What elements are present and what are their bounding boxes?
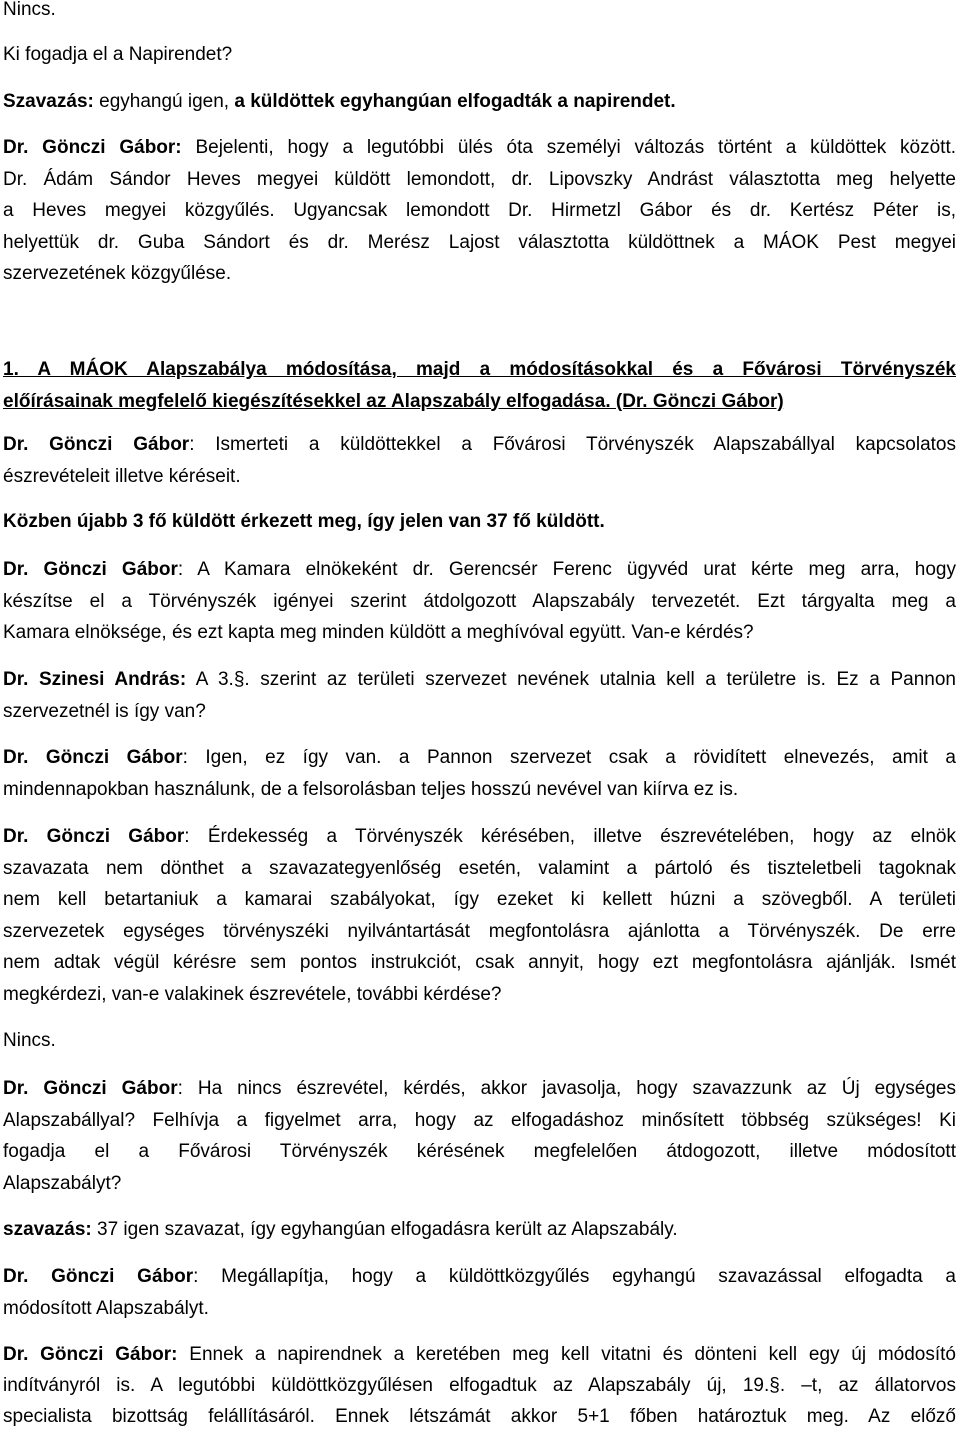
speaker-name: Dr. Gönczi Gábor: [3,137,182,158]
paragraph-line: a Heves megyei közgyűlés. Ugyancsak lemondott Dr. Hirmetzl Gábor és dr. Kertész Péter is, [3,200,956,221]
speaker-name: Dr. Gönczi Gábor [3,826,185,847]
speaker-name: Dr. Gönczi Gábor [3,1078,178,1099]
agenda-item-heading [3,354,956,417]
speaker-name: Dr. Gönczi Gábor [3,1266,194,1287]
paragraph-line: indítványról is. A legutóbbi küldöttközgyűlésen elfogadtuk az Alapszabály új, 19.§. –t, az állatorvos [3,1375,956,1396]
paragraph-line: szervezetének közgyűlése. [3,263,232,284]
chair-statement [3,132,956,290]
paragraph-line: szavazata nem dönthet a szavazategyenlőség esetén, valamint a pártoló és tiszteletbeli tagoknak [3,857,956,879]
paragraph-line [3,1214,956,1246]
heading-line: előírásainak megfelelő kiegészítésekkel az Alapszabály elfogadása. (Dr. Gönczi Gábor) [3,390,784,412]
vote-summary [3,86,956,118]
delegate-question [3,664,956,727]
paragraph-line: szervezetek egységes törvényszéki nyilvántartását megfontolásra ajánlotta a Törvényszék. De erre [3,920,956,942]
chair-statement [3,821,956,1010]
remark-none [3,0,956,20]
statement-text: : Igen, ez így van. a Pannon szervezet csak a rövidített elnevezés, amit a [182,747,956,768]
statement-text: 37 igen szavazat, így egyhangúan elfogadásra került az Alapszabály. [91,1219,678,1240]
vote-label: Szavazás: [3,91,94,112]
speaker-name: Dr. Szinesi András: [3,669,187,690]
paragraph-line [3,742,956,774]
agenda-question [3,39,956,71]
statement-text: A 3.§. szerint az területi szervezet nevének utalnia kell a területre is. Ez a Pannon [186,669,956,690]
statement-text: egyhangú igen, [93,91,235,112]
paragraph-line [3,86,956,118]
speaker-name: Dr. Gönczi Gábor [3,559,178,580]
statement-text: : Ha nincs észrevétel, kérdés, akkor javasolja, hogy szavazzunk az Új egységes [177,1078,956,1099]
paragraph-line: készítse el a Törvényszék igényei szerint átdolgozott Alapszabály tervezetét. Ezt tárgyalta meg a [3,590,956,612]
paragraph-line: Ki fogadja el a Napirendet? [3,44,233,65]
paragraph-line: mindennapokban használunk, de a felsorolásban teljes hosszú nevével van kiírva ez is. [3,778,739,800]
statement-text: Bejelenti, hogy a legutóbbi ülés óta személyi változás történt a küldöttek között. [181,137,956,158]
statement-text: : Megállapítja, hogy a küldöttközgyűlés egyhangú szavazással elfogadta a [193,1266,956,1287]
paragraph-line [3,429,956,461]
paragraph-line: Közben újabb 3 fő küldött érkezett meg, így jelen van 37 fő küldött. [3,511,605,532]
paragraph-line: fogadja el a Fővárosi Törvényszék kérésének megfelelően átdogozott, illetve módosított [3,1141,956,1162]
paragraph-line: nem adtak végül kérésre sem pontos instrukciót, csak annyit, hogy ezt megfontolásra ajánlják. Ismét [3,952,956,973]
chair-statement [3,1339,956,1432]
paragraph-line [3,664,956,696]
speaker-name: Dr. Gönczi Gábor [3,747,183,768]
paragraph-line: Alapszabályt? [3,1172,122,1194]
paragraph-line [3,1339,956,1370]
paragraph-line: Dr. Ádám Sándor Heves megyei küldött lemondott, dr. Lipovszky Andrást választotta meg helyette [3,168,956,190]
paragraph-line: Kamara elnöksége, és ezt kapta meg minden küldött a meghívóval együtt. Van-e kérdés? [3,622,754,643]
statement-text: : Ismerteti a küldöttekkel a Fővárosi Törvényszék Alapszabállyal kapcsolatos [189,434,956,455]
paragraph-line [3,132,956,164]
paragraph-line [3,821,956,853]
statement-text: Ennek a napirendnek a keretében meg kell vitatni és dönteni kell egy új módosító [177,1344,956,1365]
paragraph-line [3,1073,956,1105]
paragraph-line [3,1261,956,1293]
attendance-note [3,506,956,538]
chair-statement [3,429,956,492]
vote-result-text: a küldöttek egyhangúan elfogadták a napirendet. [234,91,676,112]
chair-conclusion [3,1261,956,1324]
paragraph-line: Alapszabállyal? Felhívja a figyelmet arra, hogy az elfogadáshoz minősített többség szükséges! Ki [3,1109,956,1131]
paragraph-line: szervezetnél is így van? [3,700,206,722]
paragraph-line [3,554,956,586]
remark-none [3,1025,956,1057]
paragraph-line: helyettük dr. Guba Sándort és dr. Merész Lajost választotta küldöttnek a MÁOK Pest megyei [3,231,956,253]
speaker-name: Dr. Gönczi Gábor [3,434,190,455]
paragraph-line: észrevételeit illetve kéréseit. [3,465,241,487]
paragraph-line: megkérdezi, van-e valakinek észrevétele, további kérdése? [3,983,502,1005]
paragraph-line: módosított Alapszabályt. [3,1297,209,1319]
statement-text: : A Kamara elnökeként dr. Gerencsér Ferenc ügyvéd urat kérte meg arra, hogy [177,559,956,580]
paragraph-line: Nincs. [3,1030,56,1051]
paragraph-line: specialista bizottság felállításáról. Ennek létszámát akkor 5+1 főben határoztuk meg. Az előző [3,1406,956,1427]
chair-statement [3,1073,956,1199]
paragraph-line: nem kell betartaniuk a kamarai szabályokat, így ezeket ki kellett húzni a szövegből. A területi [3,889,956,910]
paragraph-line: Nincs. [3,0,56,20]
statement-text: : Érdekesség a Törvényszék kérésében, illetve észrevételében, hogy az elnök [184,826,956,847]
heading-line: 1. A MÁOK Alapszabálya módosítása, majd a módosításokkal és a Fővárosi Törvényszék [3,359,956,380]
speaker-name: Dr. Gönczi Gábor: [3,1344,178,1365]
chair-statement [3,554,956,649]
vote-label: szavazás: [3,1219,92,1240]
chair-answer [3,742,956,805]
vote-summary [3,1214,956,1246]
